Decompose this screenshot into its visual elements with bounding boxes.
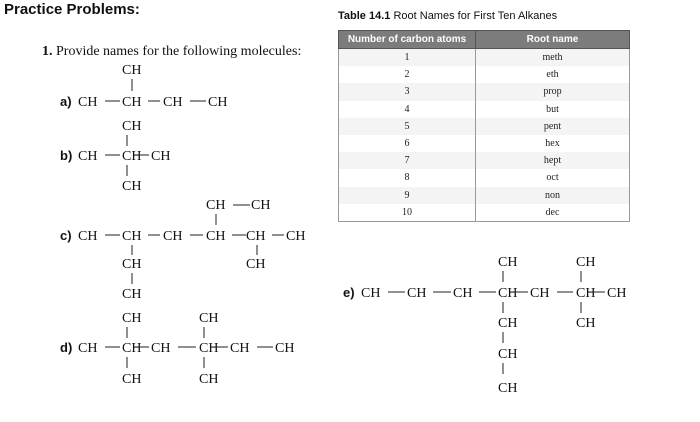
root-name-cell: dec: [476, 204, 630, 222]
ch-group: CH: [163, 95, 183, 110]
ch-group: CH: [78, 95, 98, 110]
root-name-cell: but: [476, 101, 630, 118]
carbon-count-cell: 10: [339, 204, 476, 222]
ch-group: CH: [122, 372, 142, 387]
ch-group: CH: [78, 229, 98, 244]
molecule-label: a): [60, 94, 72, 109]
carbon-count-cell: 9: [339, 187, 476, 204]
ch-group: CH: [498, 316, 518, 331]
header-carbon-atoms: Number of carbon atoms: [339, 31, 476, 49]
ch-group: CH: [122, 257, 142, 272]
ch-group: CH: [407, 286, 427, 301]
root-name-cell: hept: [476, 152, 630, 169]
molecule-label: c): [60, 228, 72, 243]
molecule-label: e): [343, 285, 355, 300]
ch-group: CH: [530, 286, 550, 301]
root-name-cell: meth: [476, 49, 630, 67]
ch-group: CH: [122, 287, 142, 302]
ch-group: CH: [122, 311, 142, 326]
ch-group: CH: [361, 286, 381, 301]
root-name-cell: eth: [476, 66, 630, 83]
carbon-count-cell: 3: [339, 83, 476, 100]
ch-group: CH: [122, 63, 142, 78]
ch-group: CH: [208, 95, 228, 110]
ch-group: CH: [122, 229, 142, 244]
ch-group: CH: [246, 257, 266, 272]
carbon-atom: CH: [122, 341, 142, 356]
carbon-count-cell: 8: [339, 169, 476, 186]
carbon-count-cell: 6: [339, 135, 476, 152]
ch-group: CH: [286, 229, 306, 244]
ch-group: CH: [199, 311, 219, 326]
root-name-cell: non: [476, 187, 630, 204]
ch-group: CH: [230, 341, 250, 356]
ch-group: CH: [122, 119, 142, 134]
carbon-atom: CH: [576, 286, 596, 301]
ch-group: CH: [151, 341, 171, 356]
ch-group: CH: [206, 229, 226, 244]
ch-group: CH: [122, 95, 142, 110]
table-caption-label: Table 14.1: [338, 10, 391, 22]
ch-group: CH: [199, 372, 219, 387]
ch-group: CH: [607, 286, 627, 301]
ch-group: CH: [78, 341, 98, 356]
root-name-cell: oct: [476, 169, 630, 186]
question-number: 1.: [42, 44, 53, 59]
ch-group: CH: [453, 286, 473, 301]
carbon-atom: CH: [122, 149, 142, 164]
ch-group: CH: [275, 341, 295, 356]
ch-group: CH: [151, 149, 171, 164]
carbon-atom: CH: [199, 341, 219, 356]
carbon-count-cell: 4: [339, 101, 476, 118]
ch-group: CH: [78, 149, 98, 164]
ch-group: CH: [206, 198, 226, 213]
ch-group: CH: [498, 381, 518, 396]
page-title: Practice Problems:: [4, 1, 140, 18]
header-root-name: Root name: [476, 31, 630, 49]
table-caption-text: Root Names for First Ten Alkanes: [393, 10, 558, 22]
ch-group: CH: [498, 347, 518, 362]
molecule-label: d): [60, 340, 73, 355]
ch-group: CH: [576, 255, 596, 270]
carbon-count-cell: 5: [339, 118, 476, 135]
carbon-count-cell: 7: [339, 152, 476, 169]
root-name-cell: hex: [476, 135, 630, 152]
root-name-cell: prop: [476, 83, 630, 100]
ch-group: CH: [122, 179, 142, 194]
question-text: Provide names for the following molecules:: [56, 44, 302, 59]
carbon-atom: CH: [498, 286, 518, 301]
carbon-count-cell: 2: [339, 66, 476, 83]
root-name-cell: pent: [476, 118, 630, 135]
ch-group: CH: [498, 255, 518, 270]
ch-group: CH: [246, 229, 266, 244]
molecule-label: b): [60, 148, 73, 163]
ch-group: CH: [163, 229, 183, 244]
ch-group: CH: [251, 198, 271, 213]
carbon-count-cell: 1: [339, 49, 476, 67]
ch-group: CH: [576, 316, 596, 331]
